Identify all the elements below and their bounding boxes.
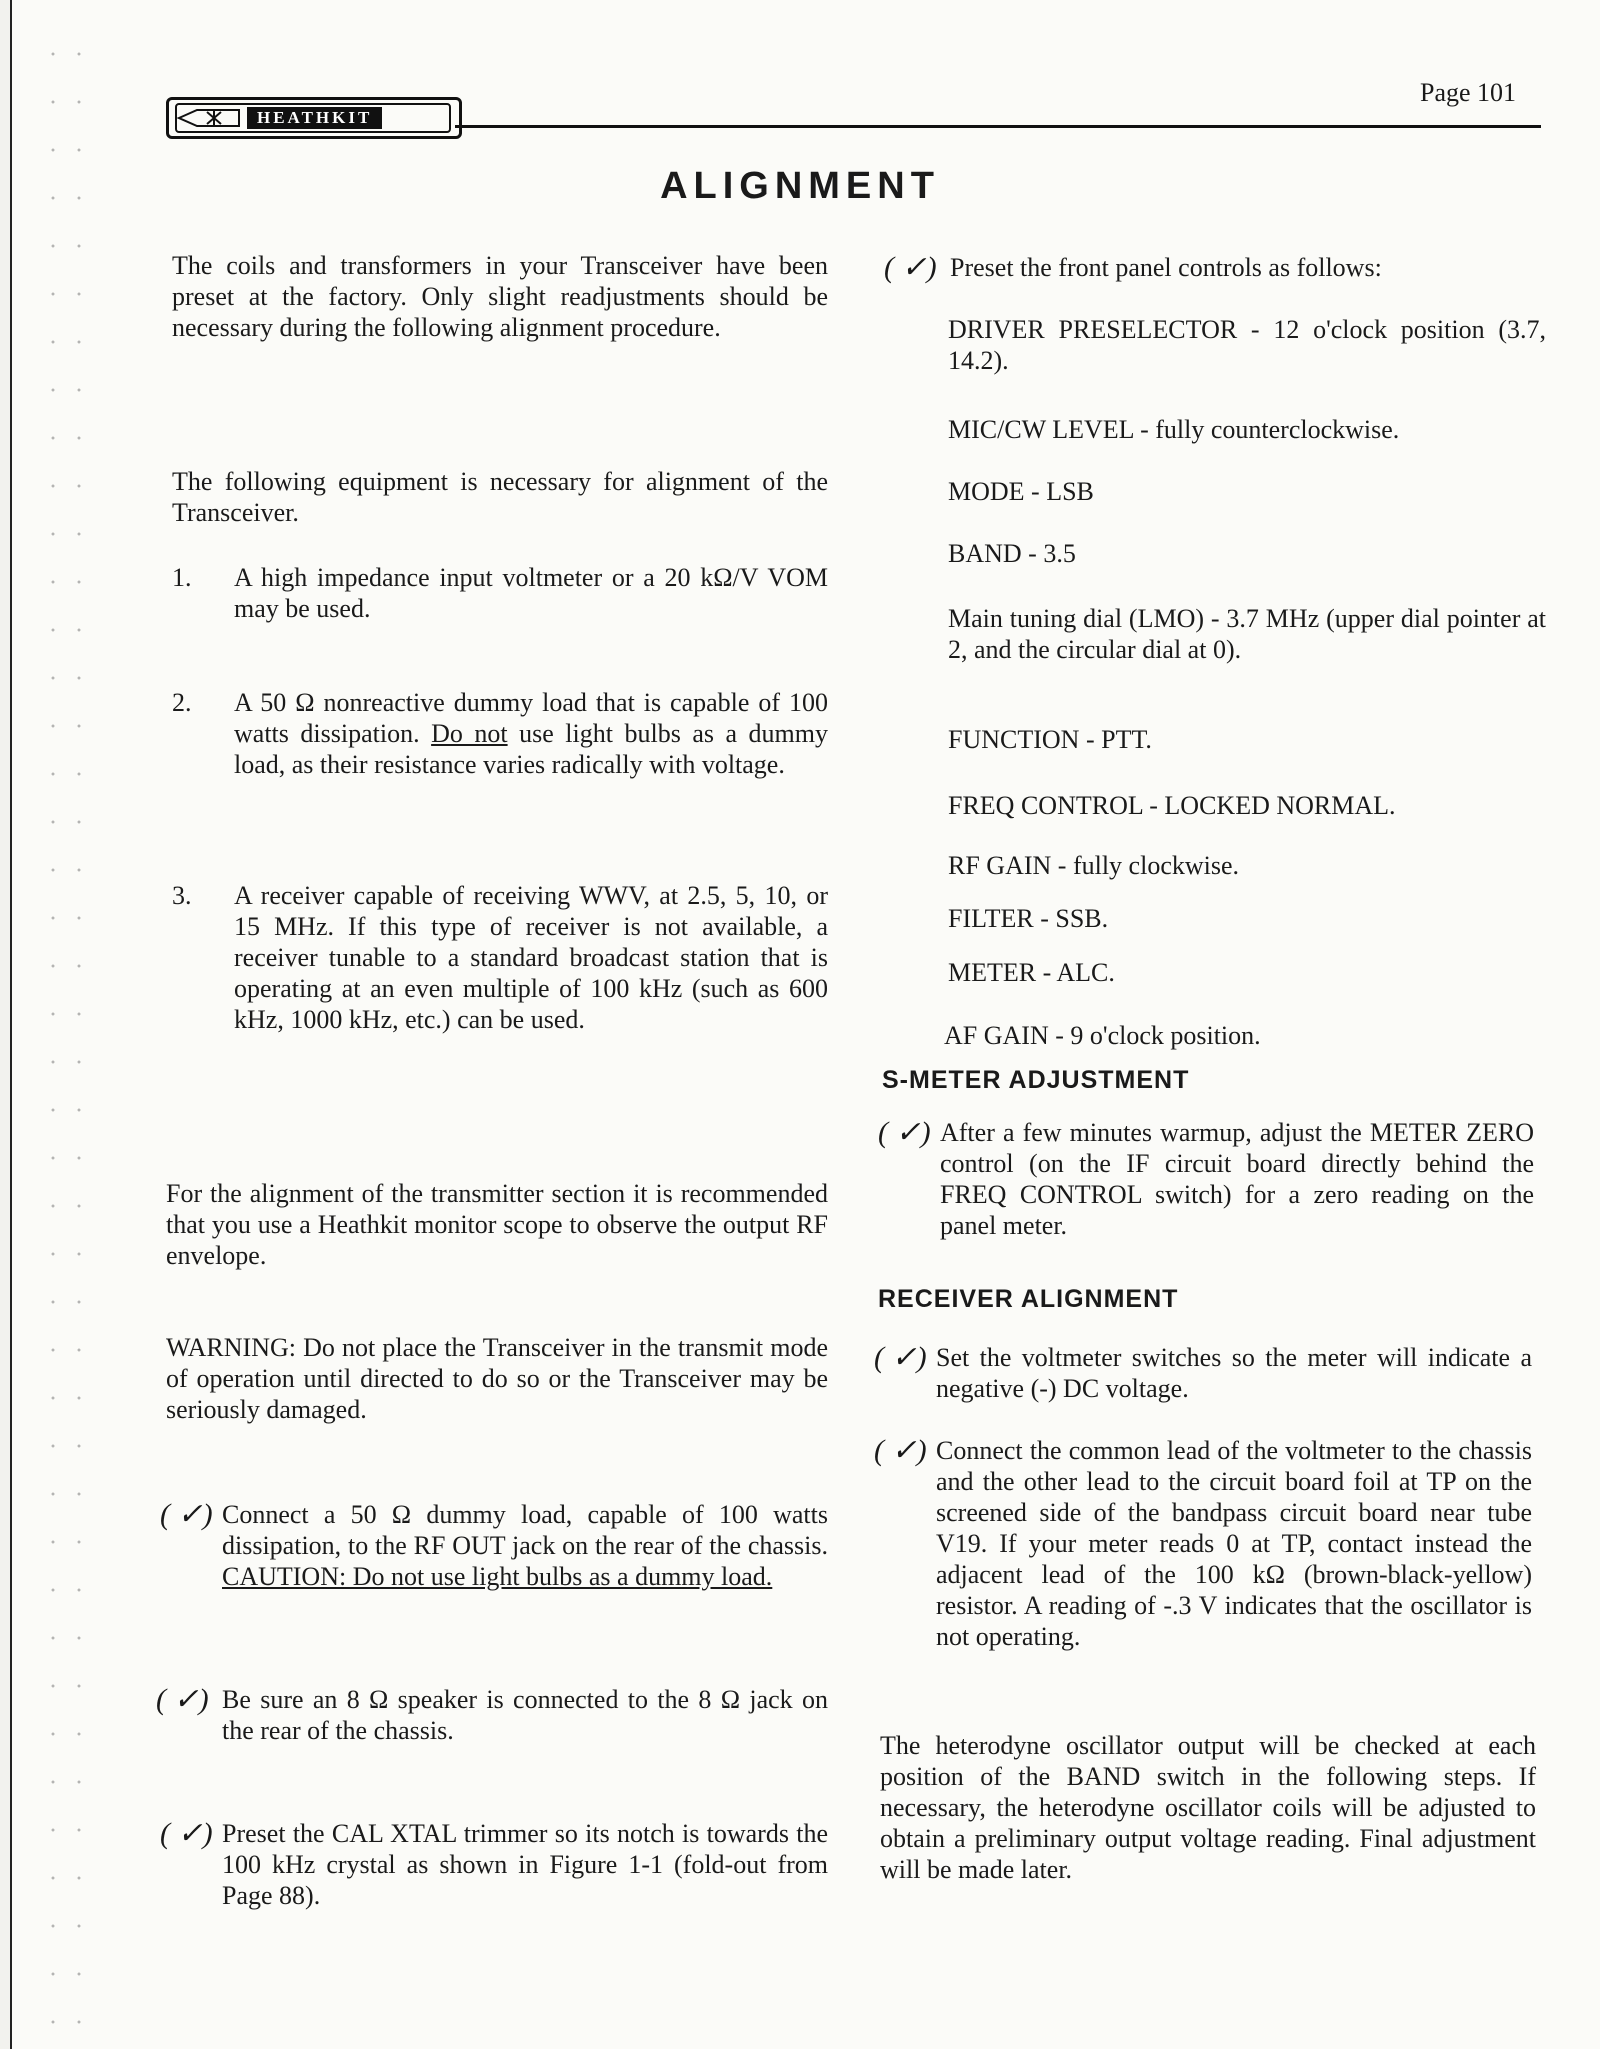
page-title: ALIGNMENT xyxy=(660,165,940,207)
list-item-number: 3. xyxy=(172,881,192,910)
header-rule xyxy=(455,125,1541,128)
checkmark-icon: ( ✓) xyxy=(878,1116,931,1149)
control-setting: FREQ CONTROL - LOCKED NORMAL. xyxy=(948,791,1396,820)
control-setting: BAND - 3.5 xyxy=(948,539,1076,568)
list-item-number: 1. xyxy=(172,563,192,592)
binding-edge xyxy=(0,0,12,2049)
warning-paragraph: WARNING: Do not place the Transceiver in the transmit mode of operation until directed to do so or the Transceiver may be seriously damaged. xyxy=(166,1333,828,1424)
step-connect-voltmeter: Connect the common lead of the voltmeter to the chassis and the other lead to the circuit board foil at TP on the screened side of the bandpass circuit board near tube V19. If your meter reads 0 at TP, contact instead the adjacent lead of the 100 kΩ (brown-black-yellow) resistor. A reading of -.3 V indicates that the oscillator is not operating. xyxy=(936,1436,1532,1651)
step-voltmeter-switches: Set the voltmeter switches so the meter will indicate a negative (-) DC voltage. xyxy=(936,1343,1532,1403)
page-number: Page 101 xyxy=(1420,78,1517,107)
caution-text: CAUTION: Do not use light bulbs as a dummy load. xyxy=(222,1562,773,1591)
step-speaker: Be sure an 8 Ω speaker is connected to the 8 Ω jack on the rear of the chassis. xyxy=(222,1685,828,1745)
checkmark-icon: ( ✓) xyxy=(884,251,937,284)
control-setting: METER - ALC. xyxy=(948,958,1115,987)
equipment-intro: The following equipment is necessary for alignment of the Transceiver. xyxy=(172,467,828,527)
control-setting: MODE - LSB xyxy=(948,477,1094,506)
receiver-heading: RECEIVER ALIGNMENT xyxy=(878,1285,1179,1313)
heterodyne-note: The heterodyne oscillator output will be checked at each position of the BAND switch in the following steps. If necessary, the heterodyne oscillator coils will be adjusted to obtain a preliminary output voltage reading. Final adjustment will be made later. xyxy=(880,1731,1536,1884)
control-setting: MIC/CW LEVEL - fully counterclockwise. xyxy=(948,415,1400,444)
preset-intro: Preset the front panel controls as follows: xyxy=(950,253,1382,282)
intro-paragraph: The coils and transformers in your Transceiver have been preset at the factory. Only slight readjustments should be necessary during the following alignment procedure. xyxy=(172,251,828,342)
underlined-text: Do not xyxy=(431,719,508,748)
checkmark-icon: ( ✓) xyxy=(874,1341,927,1374)
list-item: A receiver capable of receiving WWV, at 2.5, 5, 10, or 15 MHz. If this type of receiver is not available, a receiver tunable to a standard broadcast station that is operating at an even multiple of 100 kHz (such as 600 kHz, 1000 kHz, etc.) can be used. xyxy=(234,881,828,1034)
control-setting: DRIVER PRESELECTOR - 12 o'clock position (3.7, 14.2). xyxy=(948,315,1546,375)
step-cal-xtal: Preset the CAL XTAL trimmer so its notch is towards the 100 kHz crystal as shown in Figure 1-1 (fold-out from Page 88). xyxy=(222,1819,828,1910)
transmitter-note: For the alignment of the transmitter section it is recommended that you use a Heathkit monitor scope to observe the output RF envelope. xyxy=(166,1179,828,1270)
list-item: A high impedance input voltmeter or a 20 kΩ/V VOM may be used. xyxy=(234,563,828,623)
control-setting: RF GAIN - fully clockwise. xyxy=(948,851,1240,880)
control-setting: Main tuning dial (LMO) - 3.7 MHz (upper dial pointer at 2, and the circular dial at 0). xyxy=(948,604,1546,664)
smeter-heading: S-METER ADJUSTMENT xyxy=(882,1066,1190,1094)
heathkit-arrow-logo-icon xyxy=(177,106,247,130)
control-setting: FUNCTION - PTT. xyxy=(948,725,1152,754)
step-meter-zero: After a few minutes warmup, adjust the METER ZERO control (on the IF circuit board directly behind the FREQ CONTROL switch) for a zero reading on the panel meter. xyxy=(940,1118,1534,1240)
heathkit-logo xyxy=(166,97,462,139)
checkmark-icon: ( ✓) xyxy=(156,1683,209,1716)
checkmark-icon: ( ✓) xyxy=(160,1817,213,1850)
control-setting: AF GAIN - 9 o'clock position. xyxy=(944,1021,1261,1050)
list-item: A 50 Ω nonreactive dummy load that is capable of 100 watts dissipation. Do not use light bulbs as a dummy load, as their resistance varies radically with voltage. xyxy=(234,688,829,779)
checkmark-icon: ( ✓) xyxy=(874,1434,927,1467)
brand-name: HEATHKIT xyxy=(247,107,382,129)
control-setting: FILTER - SSB. xyxy=(948,904,1109,933)
step-dummy-load: Connect a 50 Ω dummy load, capable of 100 watts dissipation, to the RF OUT jack on the rear of the chassis. CAUTION: Do not use light bulbs as a dummy load. xyxy=(222,1500,828,1591)
list-item-number: 2. xyxy=(172,688,192,717)
binding-holes xyxy=(40,30,90,2030)
checkmark-icon: ( ✓) xyxy=(160,1498,213,1531)
